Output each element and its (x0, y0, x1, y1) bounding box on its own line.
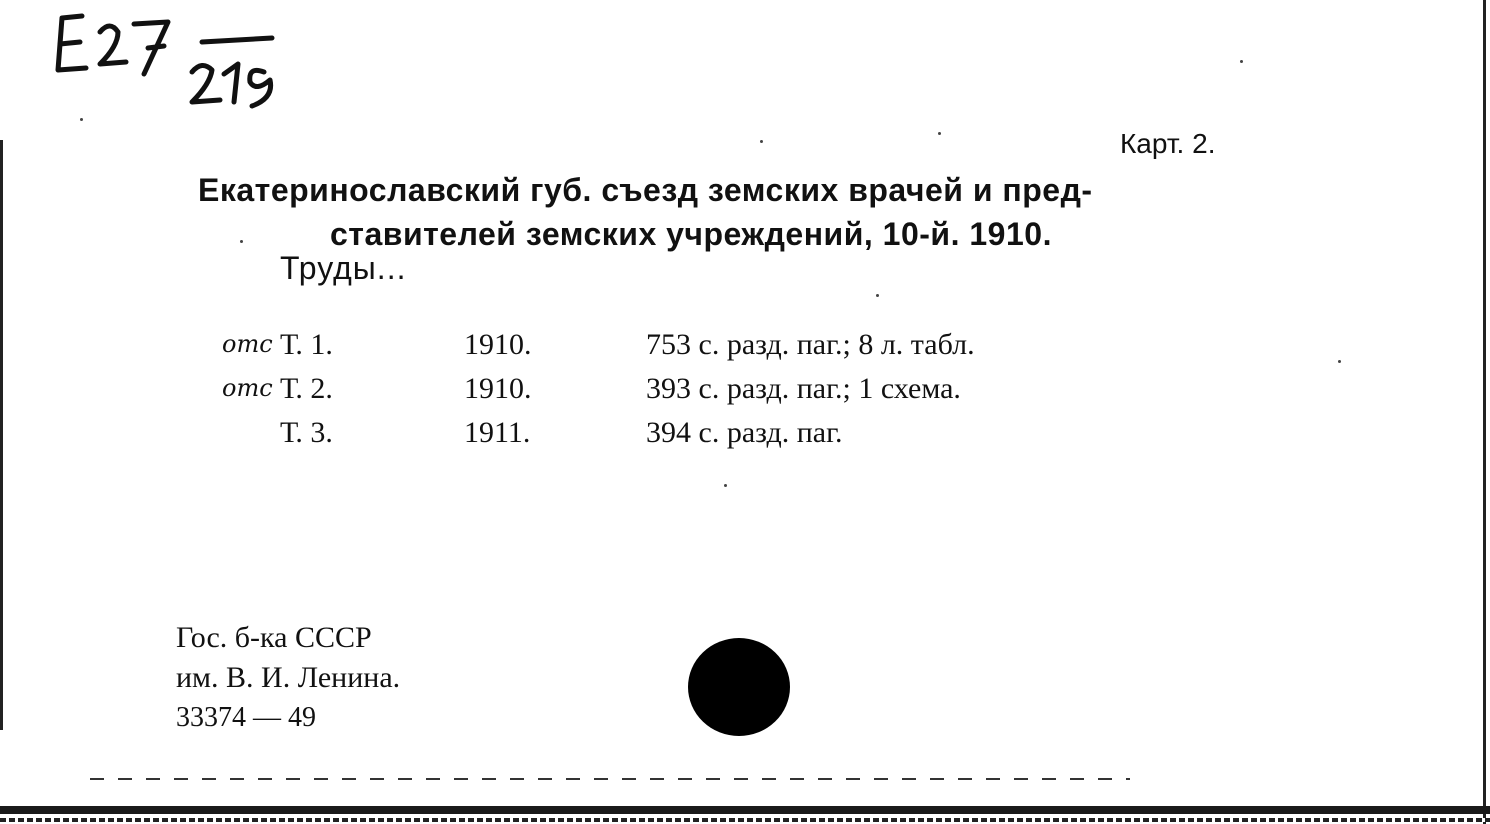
library-dedication: им. В. И. Ленина. (176, 661, 401, 694)
card-bottom-rule (0, 806, 1490, 814)
paper-speck (724, 484, 727, 487)
card-punch-hole (688, 638, 790, 736)
volume-year: 1911. (464, 416, 531, 449)
entry-heading (198, 168, 1093, 256)
volume-description: 753 с. разд. паг.; 8 л. табл. (646, 328, 975, 361)
volume-description: 394 с. разд. паг. (646, 416, 843, 449)
heading-line-2: ставителей земских учреждений, 10-й. 1910. (330, 216, 1052, 252)
paper-speck (1240, 60, 1243, 63)
handwritten-shelfmark (52, 2, 302, 112)
heading-line-1: Екатеринославский губ. съезд земских врачей и пред- (198, 172, 1093, 208)
volume-mark: отс (222, 374, 273, 402)
library-imprint (176, 618, 400, 738)
card-number: Карт. 2. (1120, 128, 1216, 159)
card-right-edge (1483, 0, 1486, 824)
paper-speck (1338, 360, 1341, 363)
volume-label: Т. 2. (280, 372, 333, 405)
paper-speck (240, 240, 243, 243)
paper-speck (876, 294, 879, 297)
entry-subtitle: Труды... (280, 250, 407, 286)
volume-label: Т. 1. (280, 328, 333, 361)
volume-label: Т. 3. (280, 416, 333, 449)
library-name: Гос. б-ка СССР (176, 621, 372, 654)
volume-description: 393 с. разд. паг.; 1 схема. (646, 372, 961, 405)
volume-year: 1910. (464, 328, 532, 361)
paper-speck (80, 118, 83, 121)
card-dashed-rule (90, 778, 1130, 780)
volume-mark: отс (222, 330, 273, 358)
library-print-code: 33374 — 49 (176, 702, 316, 733)
paper-speck (760, 140, 763, 143)
paper-speck (938, 132, 941, 135)
card-left-edge (0, 140, 3, 730)
card-bottom-strip (0, 818, 1490, 822)
volume-year: 1910. (464, 372, 532, 405)
